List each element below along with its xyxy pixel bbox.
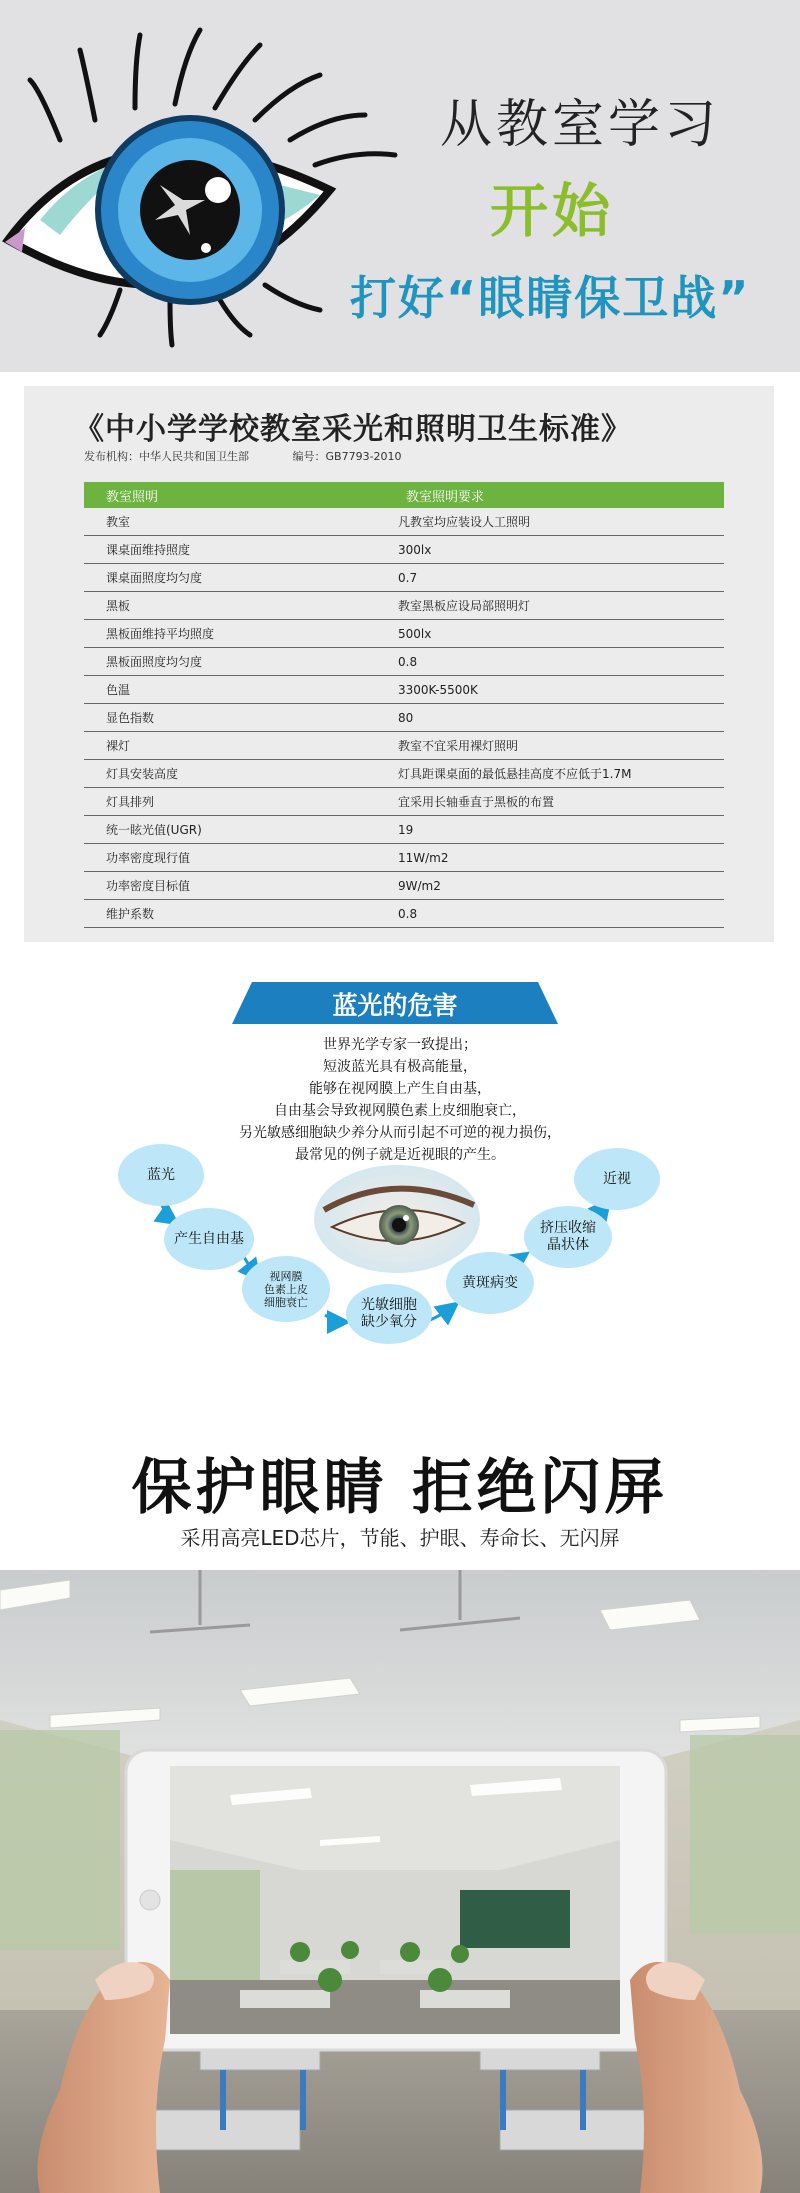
standard-table [84,482,724,928]
flow-label-line: 晶状体 [547,1237,589,1253]
table-cell-requirement: 0.7 [398,570,418,585]
bluelight-title: 蓝光的危害 [332,991,458,1020]
flow-retina [242,1256,330,1322]
table-cell-item: 教室 [106,515,131,529]
flow-lens [524,1206,612,1268]
table-cell-item: 维护系数 [106,907,155,921]
standard-title: 《中小学学校教室采光和照明卫生标准》 [74,412,632,447]
table-row [84,872,724,900]
table-row [84,844,724,872]
table-cell-item: 灯具排列 [106,795,155,809]
bluelight-line: 自由基会导致视网膜色素上皮细胞衰亡， [274,1103,526,1119]
lighting-standard-panel [24,386,774,942]
table-cell-requirement: 教室不宜采用裸灯照明 [398,739,519,753]
bluelight-line: 能够在视网膜上产生自由基， [309,1081,491,1097]
bluelight-line: 世界光学专家一致提出； [323,1037,477,1053]
table-row [84,900,724,928]
table-cell-item: 黑板面维持平均照度 [106,627,215,641]
flow-label: 近视 [603,1170,631,1187]
table-cell-requirement: 0.8 [398,906,418,921]
protect-subtitle: 采用高亮LED芯片，节能、护眼、寿命长、无闪屏 [180,1526,620,1550]
flow-label: 蓝光 [147,1166,175,1183]
table-cell-item: 功率密度目标值 [106,879,191,893]
table-cell-requirement: 19 [398,822,414,837]
hero-banner [0,0,800,372]
table-cell-requirement: 9W/m2 [398,878,441,893]
flow-label-line: 缺少氧分 [361,1314,417,1330]
standard-publisher: 发布机构：中华人民共和国卫生部 [84,450,249,463]
flow-label: 产生自由基 [174,1230,244,1247]
protect-title: 保护眼睛 拒绝闪屏 [131,1453,669,1523]
table-row [84,536,724,564]
flow-myopia [574,1148,660,1210]
table-cell-item: 黑板面照度均匀度 [106,655,203,669]
bluelight-line: 最常见的例子就是近视眼的产生。 [295,1147,505,1163]
table-row [84,620,724,648]
table-header-requirement: 教室照明要求 [406,489,485,505]
flow-label: 黄斑病变 [462,1274,518,1291]
table-cell-requirement: 3300K-5500K [398,682,478,697]
table-cell-requirement: 宜采用长轴垂直于黑板的布置 [398,795,555,809]
flow-label-line: 光敏细胞 [361,1297,417,1313]
table-cell-item: 灯具安装高度 [106,767,179,781]
table-header-item: 教室照明 [106,489,159,505]
flow-photo-cell [346,1284,432,1344]
flow-macular [446,1252,534,1314]
hero-headline-2: 开始 [490,177,615,245]
table-row [84,788,724,816]
flow-label-line: 挤压收缩 [540,1220,596,1236]
flow-label-line: 色素上皮 [264,1282,308,1296]
flow-label-line: 视网膜 [269,1269,303,1283]
table-row [84,732,724,760]
table-cell-requirement: 灯具距课桌面的最低悬挂高度不应低于1.7M [398,767,632,781]
bluelight-line: 另光敏感细胞缺少养分从而引起不可逆的视力损伤， [239,1125,561,1141]
flow-blue-light [118,1144,204,1206]
table-cell-item: 功率密度现行值 [106,851,191,865]
flow-label [540,1220,596,1254]
table-row [84,816,724,844]
table-cell-item: 裸灯 [106,739,131,753]
bluelight-line: 短波蓝光具有极高能量， [323,1059,477,1075]
eye-photo [314,1165,480,1273]
table-cell-requirement: 500lx [398,626,432,641]
table-cell-requirement: 80 [398,710,414,725]
table-cell-requirement: 11W/m2 [398,850,449,865]
table-cell-requirement: 凡教室均应装设人工照明 [398,515,531,529]
standard-meta [84,448,442,464]
table-cell-item: 显色指数 [106,711,155,725]
table-body [84,508,724,928]
table-cell-requirement: 教室黑板应设局部照明灯 [398,599,531,613]
table-cell-item: 黑板 [106,599,131,613]
table-cell-item: 色温 [106,683,131,697]
table-cell-item: 课桌面维持照度 [106,543,191,557]
standard-code: 编号：GB7793-2010 [292,450,402,463]
flow-label-line: 细胞衰亡 [264,1295,308,1309]
flow-label [264,1270,308,1309]
table-cell-item: 课桌面照度均匀度 [106,571,203,585]
table-cell-requirement: 300lx [398,542,432,557]
hero-headline-3: 打好“眼睛保卫战” [350,271,751,325]
table-cell-requirement: 0.8 [398,654,418,669]
table-row [84,676,724,704]
table-row [84,704,724,732]
table-row [84,564,724,592]
table-row [84,648,724,676]
hero-headline-1: 从教室学习 [440,95,721,155]
table-row [84,508,724,536]
table-cell-item: 统一眩光值(UGR) [106,823,202,837]
table-header [84,482,724,508]
table-row [84,760,724,788]
classroom-photo [0,1570,800,2193]
flow-label [361,1297,417,1331]
table-row [84,592,724,620]
flow-free-radical [164,1208,254,1270]
